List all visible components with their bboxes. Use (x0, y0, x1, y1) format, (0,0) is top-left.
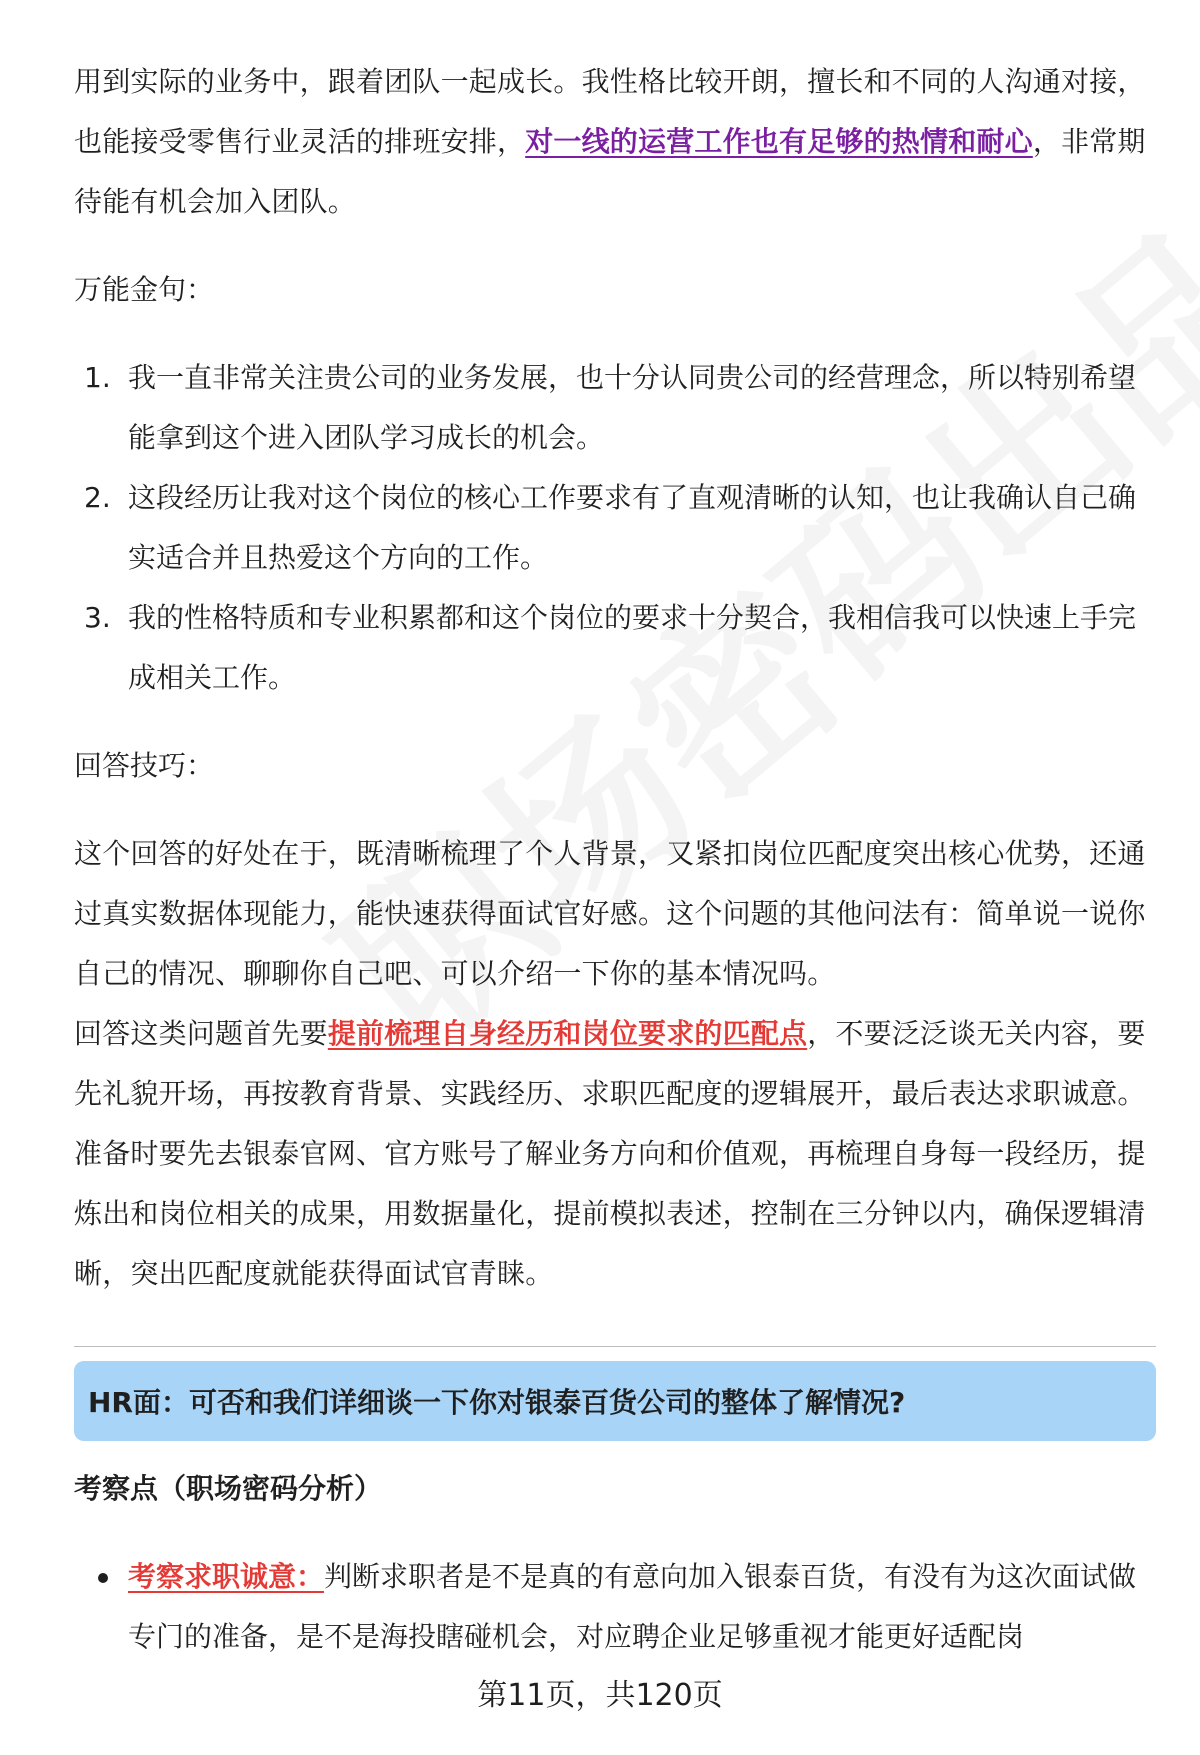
intro-text-2: ，非常期待能有机会加入团队。 (74, 125, 1146, 218)
section-divider (74, 1346, 1156, 1347)
page-footer: 第11页，共120页 (477, 1678, 723, 1713)
tips-text-before: 回答这类问题首先要 (74, 1017, 328, 1050)
list-item (74, 348, 1156, 468)
intro-highlight: 对一线的运营工作也有足够的热情和耐心 (525, 125, 1033, 158)
tips-label: 回答技巧： (74, 749, 215, 782)
list-number: 1. (84, 361, 111, 394)
point-text: 判断求职者是不是真的有意向加入银泰百货，有没有为这次面试做专门的准备，是不是海投瞎碰机会，对应聘企业足够重视才能更好适配岗 (128, 1560, 1137, 1653)
bullet-icon (98, 1573, 108, 1583)
intro-paragraph (74, 52, 1156, 232)
tips-text-after: ，不要泛泛谈无关内容，要先礼貌开场，再按教育背景、实践经历、求职匹配度的逻辑展开，最后表达求职诚意。准备时要先去银泰官网、官方账号了解业务方向和价值观，再梳理自身每一段经历，提炼出和岗位相关的成果，用数据量化，提前模拟表述，控制在三分钟以内，确保逻辑清晰，突出匹配度就能获得面试官青睐。 (74, 1017, 1146, 1290)
document-page (74, 52, 1156, 1667)
intro-text-1: 用到实际的业务中，跟着团队一起成长。我性格比较开朗，擅长和不同的人沟通对接，也能接受零售行业灵活的排班安排， (74, 65, 1146, 158)
hr-question: HR面：可否和我们详细谈一下你对银泰百货公司的整体了解情况? (88, 1386, 906, 1419)
section-title: 考察点（职场密码分析） (74, 1472, 383, 1505)
points-list (74, 1547, 1156, 1667)
list-item (74, 1547, 1156, 1667)
list-item-text: 我一直非常关注贵公司的业务发展，也十分认同贵公司的经营理念，所以特别希望能拿到这个进入团队学习成长的机会。 (128, 361, 1137, 454)
list-item-text: 这段经历让我对这个岗位的核心工作要求有了直观清晰的认知，也让我确认自己确实适合并且热爱这个方向的工作。 (128, 481, 1137, 574)
list-item (74, 468, 1156, 588)
tips-paragraph-2 (74, 1004, 1156, 1304)
hr-question-box (74, 1361, 1156, 1441)
list-number: 2. (84, 481, 111, 514)
list-number: 3. (84, 601, 111, 634)
tips-highlight: 提前梳理自身经历和岗位要求的匹配点 (327, 1017, 808, 1050)
list-item (74, 588, 1156, 708)
tips-paragraph-1: 这个回答的好处在于，既清晰梳理了个人背景，又紧扣岗位匹配度突出核心优势，还通过真实数据体现能力，能快速获得面试官好感。这个问题的其他问法有：简单说一说你自己的情况、聊聊你自己吧、可以介绍一下你的基本情况吗。 (74, 837, 1146, 990)
list-item-text: 我的性格特质和专业积累都和这个岗位的要求十分契合，我相信我可以快速上手完成相关工作。 (128, 601, 1137, 694)
golden-label: 万能金句： (74, 273, 215, 306)
golden-list (74, 348, 1156, 708)
point-label: 考察求职诚意： (128, 1560, 325, 1593)
